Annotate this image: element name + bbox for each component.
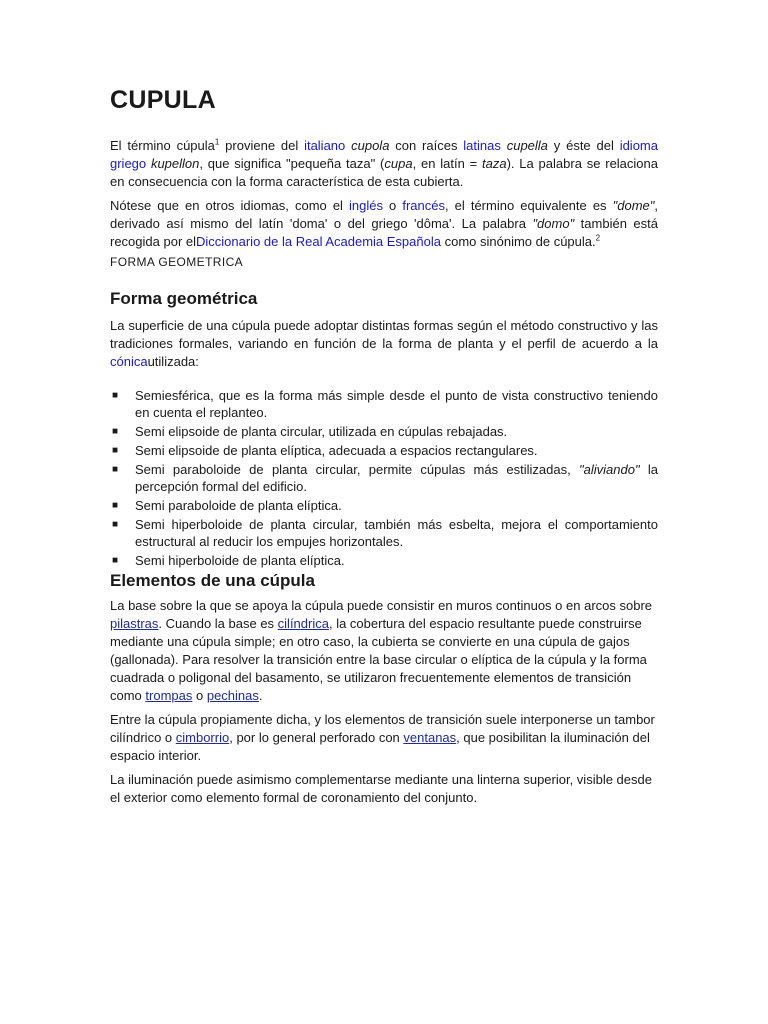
link-idioma-griego[interactable]: idioma griego bbox=[110, 138, 658, 171]
list-item: ■ Semi hiperboloide de planta circular, también más esbelta, mejora el comportamiento estructural al reducir los empujes horizontales. bbox=[112, 517, 658, 549]
link-trompas[interactable]: trompas bbox=[145, 688, 193, 703]
caps-section-heading: FORMA GEOMETRICA bbox=[110, 255, 244, 269]
paragraph-other-languages: Nótese que en otros idiomas, como el inglés o francés, el término equivalente es "dome", derivado así mismo del latín 'doma' o del griego 'dôma'. La palabra "domo" también está recogida por elDiccionario de la Real Academia Española como sinónimo de cúpula.$^2$ bbox=[110, 198, 658, 249]
link-cilindrica[interactable]: cilíndrica bbox=[277, 616, 329, 631]
shape-list bbox=[110, 387, 658, 569]
list-item: ■ Semiesférica, que es la forma más simple desde el punto de vista constructivo teniendo en cuenta el replanteo. bbox=[112, 388, 658, 420]
paragraph-etymology: El término cúpula$^1$ proviene del italiano cupola con raíces latinas cupella y éste del idioma griego kupellon, que significa "pequeña taza" (cupa, en latín = taza). La palabra se relaciona en consecuencia con la forma característica de esta cubierta. bbox=[110, 137, 658, 189]
paragraph-iluminacion: La iluminación puede asimismo complementarse mediante una linterna superior, visible desde el exterior como elemento formal de coronamiento del conjunto. bbox=[110, 772, 652, 805]
list-item: ■ Semi elipsoide de planta elíptica, adecuada a espacios rectangulares. bbox=[112, 443, 538, 458]
footnote-ref-1[interactable]: 1 bbox=[214, 137, 220, 147]
link-frances[interactable]: francés bbox=[402, 198, 445, 213]
paragraph-base: La base sobre la que se apoya la cúpula puede consistir en muros continuos o en arcos sobre pilastras. Cuando la base es cilíndrica, la cobertura del espacio resultante puede construirse mediante una cúpula simple; en otro caso, la cubierta se convierte en una cúpula de gajos (gallonada). Para resolver la transición entre la base circular o elíptica de la cúpula y la forma cuadrada o poligonal del basamento, se utilizaron frecuentemente elementos de transición como trompas o pechinas. bbox=[110, 598, 653, 703]
link-pechinas[interactable]: pechinas bbox=[206, 688, 259, 703]
bullet-icon: ■ bbox=[112, 426, 119, 437]
link-cimborrio[interactable]: cimborrio bbox=[175, 730, 230, 745]
bullet-icon: ■ bbox=[112, 500, 119, 511]
list-item: ■ Semi hiperboloide de planta elíptica. bbox=[112, 553, 345, 568]
list-item: ■ Semi paraboloide de planta elíptica. bbox=[112, 498, 342, 513]
bullet-icon: ■ bbox=[112, 390, 119, 401]
list-item: ■ Semi paraboloide de planta circular, permite cúpulas más estilizadas, "aliviando" la percepción formal del edificio. bbox=[112, 462, 659, 494]
link-ingles[interactable]: inglés bbox=[349, 198, 383, 213]
heading-forma-geometrica: Forma geométrica bbox=[110, 289, 258, 308]
link-ventanas[interactable]: ventanas bbox=[403, 730, 457, 745]
footnote-ref-2[interactable]: 2 bbox=[595, 233, 601, 243]
link-italiano[interactable]: italiano bbox=[304, 138, 346, 153]
link-pilastras[interactable]: pilastras bbox=[110, 616, 159, 631]
paragraph-forma: La superficie de una cúpula puede adoptar distintas formas según el método constructivo y las tradiciones formales, variando en función de la forma de planta y el perfil de acuerdo a la cónicautilizada: bbox=[110, 318, 658, 369]
bullet-icon: ■ bbox=[112, 555, 119, 566]
list-item: ■ Semi elipsoide de planta circular, utilizada en cúpulas rebajadas. bbox=[112, 424, 508, 439]
link-conica[interactable]: cónica bbox=[110, 354, 148, 369]
bullet-icon: ■ bbox=[112, 464, 119, 475]
paragraph-tambor: Entre la cúpula propiamente dicha, y los elementos de transición suele interponerse un tambor cilíndrico o cimborrio, por lo general perforado con ventanas, que posibilitan la iluminación del espacio interior. bbox=[110, 712, 655, 763]
document-page bbox=[110, 86, 658, 813]
link-latinas[interactable]: latinas bbox=[463, 138, 501, 153]
page-title: CUPULA bbox=[110, 86, 216, 114]
link-drae[interactable]: Diccionario de la Real Academia Española bbox=[196, 234, 441, 249]
bullet-icon: ■ bbox=[112, 445, 119, 456]
heading-elementos: Elementos de una cúpula bbox=[110, 571, 315, 590]
bullet-icon: ■ bbox=[112, 519, 119, 530]
